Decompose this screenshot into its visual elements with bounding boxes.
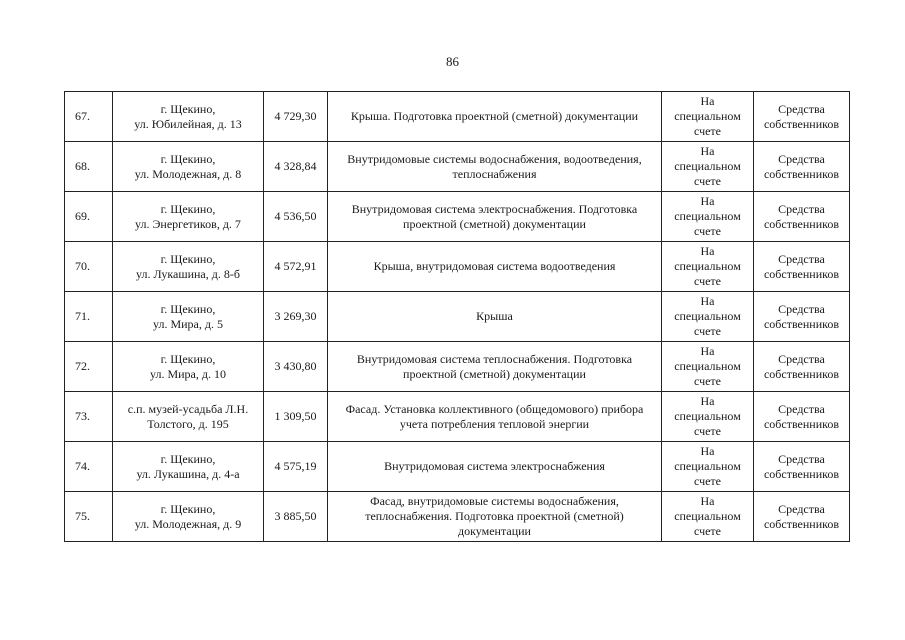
works-cell: [328, 392, 662, 442]
works-line: Фасад, внутридомовые системы водоснабжения,: [370, 494, 619, 508]
works-line: Крыша, внутридомовая система водоотведения: [373, 259, 616, 273]
table-row: [65, 142, 850, 192]
funding-source-cell: [754, 442, 850, 492]
funding-source-line: собственников: [763, 316, 840, 331]
address-cell: [113, 392, 264, 442]
cost-cell: 4 572,91: [264, 242, 328, 292]
account-type-line: счете: [693, 524, 722, 538]
address-cell: [113, 192, 264, 242]
address-cell: [113, 342, 264, 392]
account-type-line: На: [700, 344, 715, 358]
works-line: теплоснабжения. Подготовка проектной (сметной): [365, 509, 624, 523]
address-line: ул. Лукашина, д. 8-б: [136, 266, 240, 281]
funding-source-line: Средства: [778, 451, 825, 466]
works-cell: [328, 242, 662, 292]
table-row: [65, 92, 850, 142]
address-line: г. Щекино,: [160, 251, 216, 266]
address-line: ул. Молодежная, д. 8: [134, 166, 242, 181]
funding-source-cell: [754, 242, 850, 292]
funding-source-line: Средства: [778, 101, 825, 116]
cost-cell: 4 328,84: [264, 142, 328, 192]
address-line: с.п. музей-усадьба Л.Н.: [127, 401, 249, 416]
address-line: г. Щекино,: [160, 201, 216, 216]
account-type-line: специальном: [674, 209, 741, 223]
works-cell: [328, 192, 662, 242]
address-cell: [113, 142, 264, 192]
table-row: [65, 292, 850, 342]
account-type-cell: [662, 492, 754, 542]
account-type-cell: [662, 292, 754, 342]
funding-source-line: Средства: [778, 401, 825, 416]
account-type-line: специальном: [674, 309, 741, 323]
table-body: [65, 92, 850, 542]
funding-source-line: собственников: [763, 366, 840, 381]
account-type-line: На: [700, 394, 715, 408]
account-type-cell: [662, 392, 754, 442]
address-line: ул. Мира, д. 5: [153, 316, 223, 331]
address-line: г. Щекино,: [160, 301, 216, 316]
item-number-cell: 67.: [65, 92, 113, 142]
address-line: г. Щекино,: [160, 451, 216, 466]
funding-source-cell: [754, 192, 850, 242]
cost-cell: 4 575,19: [264, 442, 328, 492]
account-type-line: счете: [693, 124, 722, 138]
works-line: Внутридомовая система электроснабжения. Подготовка: [351, 201, 638, 216]
funding-source-line: собственников: [763, 466, 840, 481]
address-line: ул. Молодежная, д. 9: [134, 516, 242, 531]
address-cell: [113, 242, 264, 292]
account-type-line: На: [700, 494, 715, 508]
funding-source-cell: [754, 142, 850, 192]
cost-cell: 4 536,50: [264, 192, 328, 242]
cost-cell: 4 729,30: [264, 92, 328, 142]
account-type-cell: [662, 142, 754, 192]
works-cell: [328, 342, 662, 392]
account-type-line: специальном: [674, 259, 741, 273]
account-type-cell: [662, 242, 754, 292]
account-type-cell: [662, 92, 754, 142]
account-type-line: счете: [693, 274, 722, 288]
account-type-cell: [662, 442, 754, 492]
item-number-cell: 75.: [65, 492, 113, 542]
account-type-line: счете: [693, 224, 722, 238]
works-line: Внутридомовая система электроснабжения: [384, 459, 605, 473]
address-line: ул. Лукашина, д. 4-а: [136, 466, 240, 481]
address-line: г. Щекино,: [160, 501, 216, 516]
table-row: [65, 442, 850, 492]
funding-source-cell: [754, 92, 850, 142]
item-number-cell: 69.: [65, 192, 113, 242]
works-line: Крыша: [476, 309, 513, 323]
page-number: 86: [446, 54, 459, 69]
address-line: ул. Юбилейная, д. 13: [134, 116, 242, 131]
item-number-cell: 71.: [65, 292, 113, 342]
account-type-cell: [662, 192, 754, 242]
table-row: [65, 392, 850, 442]
account-type-line: специальном: [674, 459, 741, 473]
item-number-cell: 68.: [65, 142, 113, 192]
account-type-line: На: [700, 94, 715, 108]
works-line: документации: [458, 524, 531, 538]
funding-source-line: собственников: [763, 166, 840, 181]
account-type-line: счете: [693, 324, 722, 338]
account-type-line: специальном: [674, 509, 741, 523]
funding-source-line: собственников: [763, 216, 840, 231]
funding-source-cell: [754, 392, 850, 442]
funding-source-line: Средства: [778, 151, 825, 166]
account-type-line: На: [700, 444, 715, 458]
address-cell: [113, 292, 264, 342]
account-type-line: счете: [693, 474, 722, 488]
funding-source-line: Средства: [778, 201, 825, 216]
funding-source-line: Средства: [778, 301, 825, 316]
account-type-line: специальном: [674, 159, 741, 173]
funding-source-line: Средства: [778, 501, 825, 516]
account-type-line: На: [700, 194, 715, 208]
works-line: Внутридомовая система теплоснабжения. Подготовка: [356, 351, 633, 366]
account-type-line: специальном: [674, 359, 741, 373]
account-type-line: счете: [693, 174, 722, 188]
works-cell: [328, 442, 662, 492]
funding-source-line: собственников: [763, 516, 840, 531]
works-line: Внутридомовые системы водоснабжения, водоотведения,: [347, 151, 642, 166]
works-line: учета потребления тепловой энергии: [399, 416, 590, 431]
funding-source-cell: [754, 292, 850, 342]
repair-program-table: [64, 91, 850, 542]
account-type-line: На: [700, 144, 715, 158]
account-type-line: На: [700, 244, 715, 258]
works-cell: [328, 492, 662, 542]
works-line: проектной (сметной) документации: [403, 366, 586, 381]
funding-source-line: собственников: [763, 266, 840, 281]
address-cell: [113, 442, 264, 492]
works-line: Фасад. Установка коллективного (общедомового) прибора: [345, 401, 644, 416]
account-type-line: счете: [693, 424, 722, 438]
table-row: [65, 492, 850, 542]
account-type-line: счете: [693, 374, 722, 388]
funding-source-line: Средства: [778, 351, 825, 366]
works-cell: [328, 292, 662, 342]
works-line: теплоснабжения: [452, 166, 537, 181]
item-number-cell: 70.: [65, 242, 113, 292]
address-line: Толстого, д. 195: [147, 416, 229, 431]
works-line: Крыша. Подготовка проектной (сметной) документации: [350, 109, 639, 123]
funding-source-cell: [754, 342, 850, 392]
account-type-line: специальном: [674, 409, 741, 423]
works-line: проектной (сметной) документации: [403, 216, 586, 231]
item-number-cell: 72.: [65, 342, 113, 392]
address-line: ул. Мира, д. 10: [150, 366, 226, 381]
cost-cell: 3 269,30: [264, 292, 328, 342]
works-cell: [328, 142, 662, 192]
table-row: [65, 342, 850, 392]
account-type-line: специальном: [674, 109, 741, 123]
address-line: г. Щекино,: [160, 351, 216, 366]
account-type-line: На: [700, 294, 715, 308]
address-line: г. Щекино,: [160, 101, 216, 116]
address-cell: [113, 492, 264, 542]
funding-source-line: собственников: [763, 416, 840, 431]
cost-cell: 3 885,50: [264, 492, 328, 542]
works-cell: [328, 92, 662, 142]
address-line: г. Щекино,: [160, 151, 216, 166]
address-cell: [113, 92, 264, 142]
cost-cell: 3 430,80: [264, 342, 328, 392]
funding-source-cell: [754, 492, 850, 542]
funding-source-line: собственников: [763, 116, 840, 131]
table-row: [65, 242, 850, 292]
item-number-cell: 74.: [65, 442, 113, 492]
funding-source-line: Средства: [778, 251, 825, 266]
address-line: ул. Энергетиков, д. 7: [135, 216, 241, 231]
table-row: [65, 192, 850, 242]
account-type-cell: [662, 342, 754, 392]
cost-cell: 1 309,50: [264, 392, 328, 442]
item-number-cell: 73.: [65, 392, 113, 442]
